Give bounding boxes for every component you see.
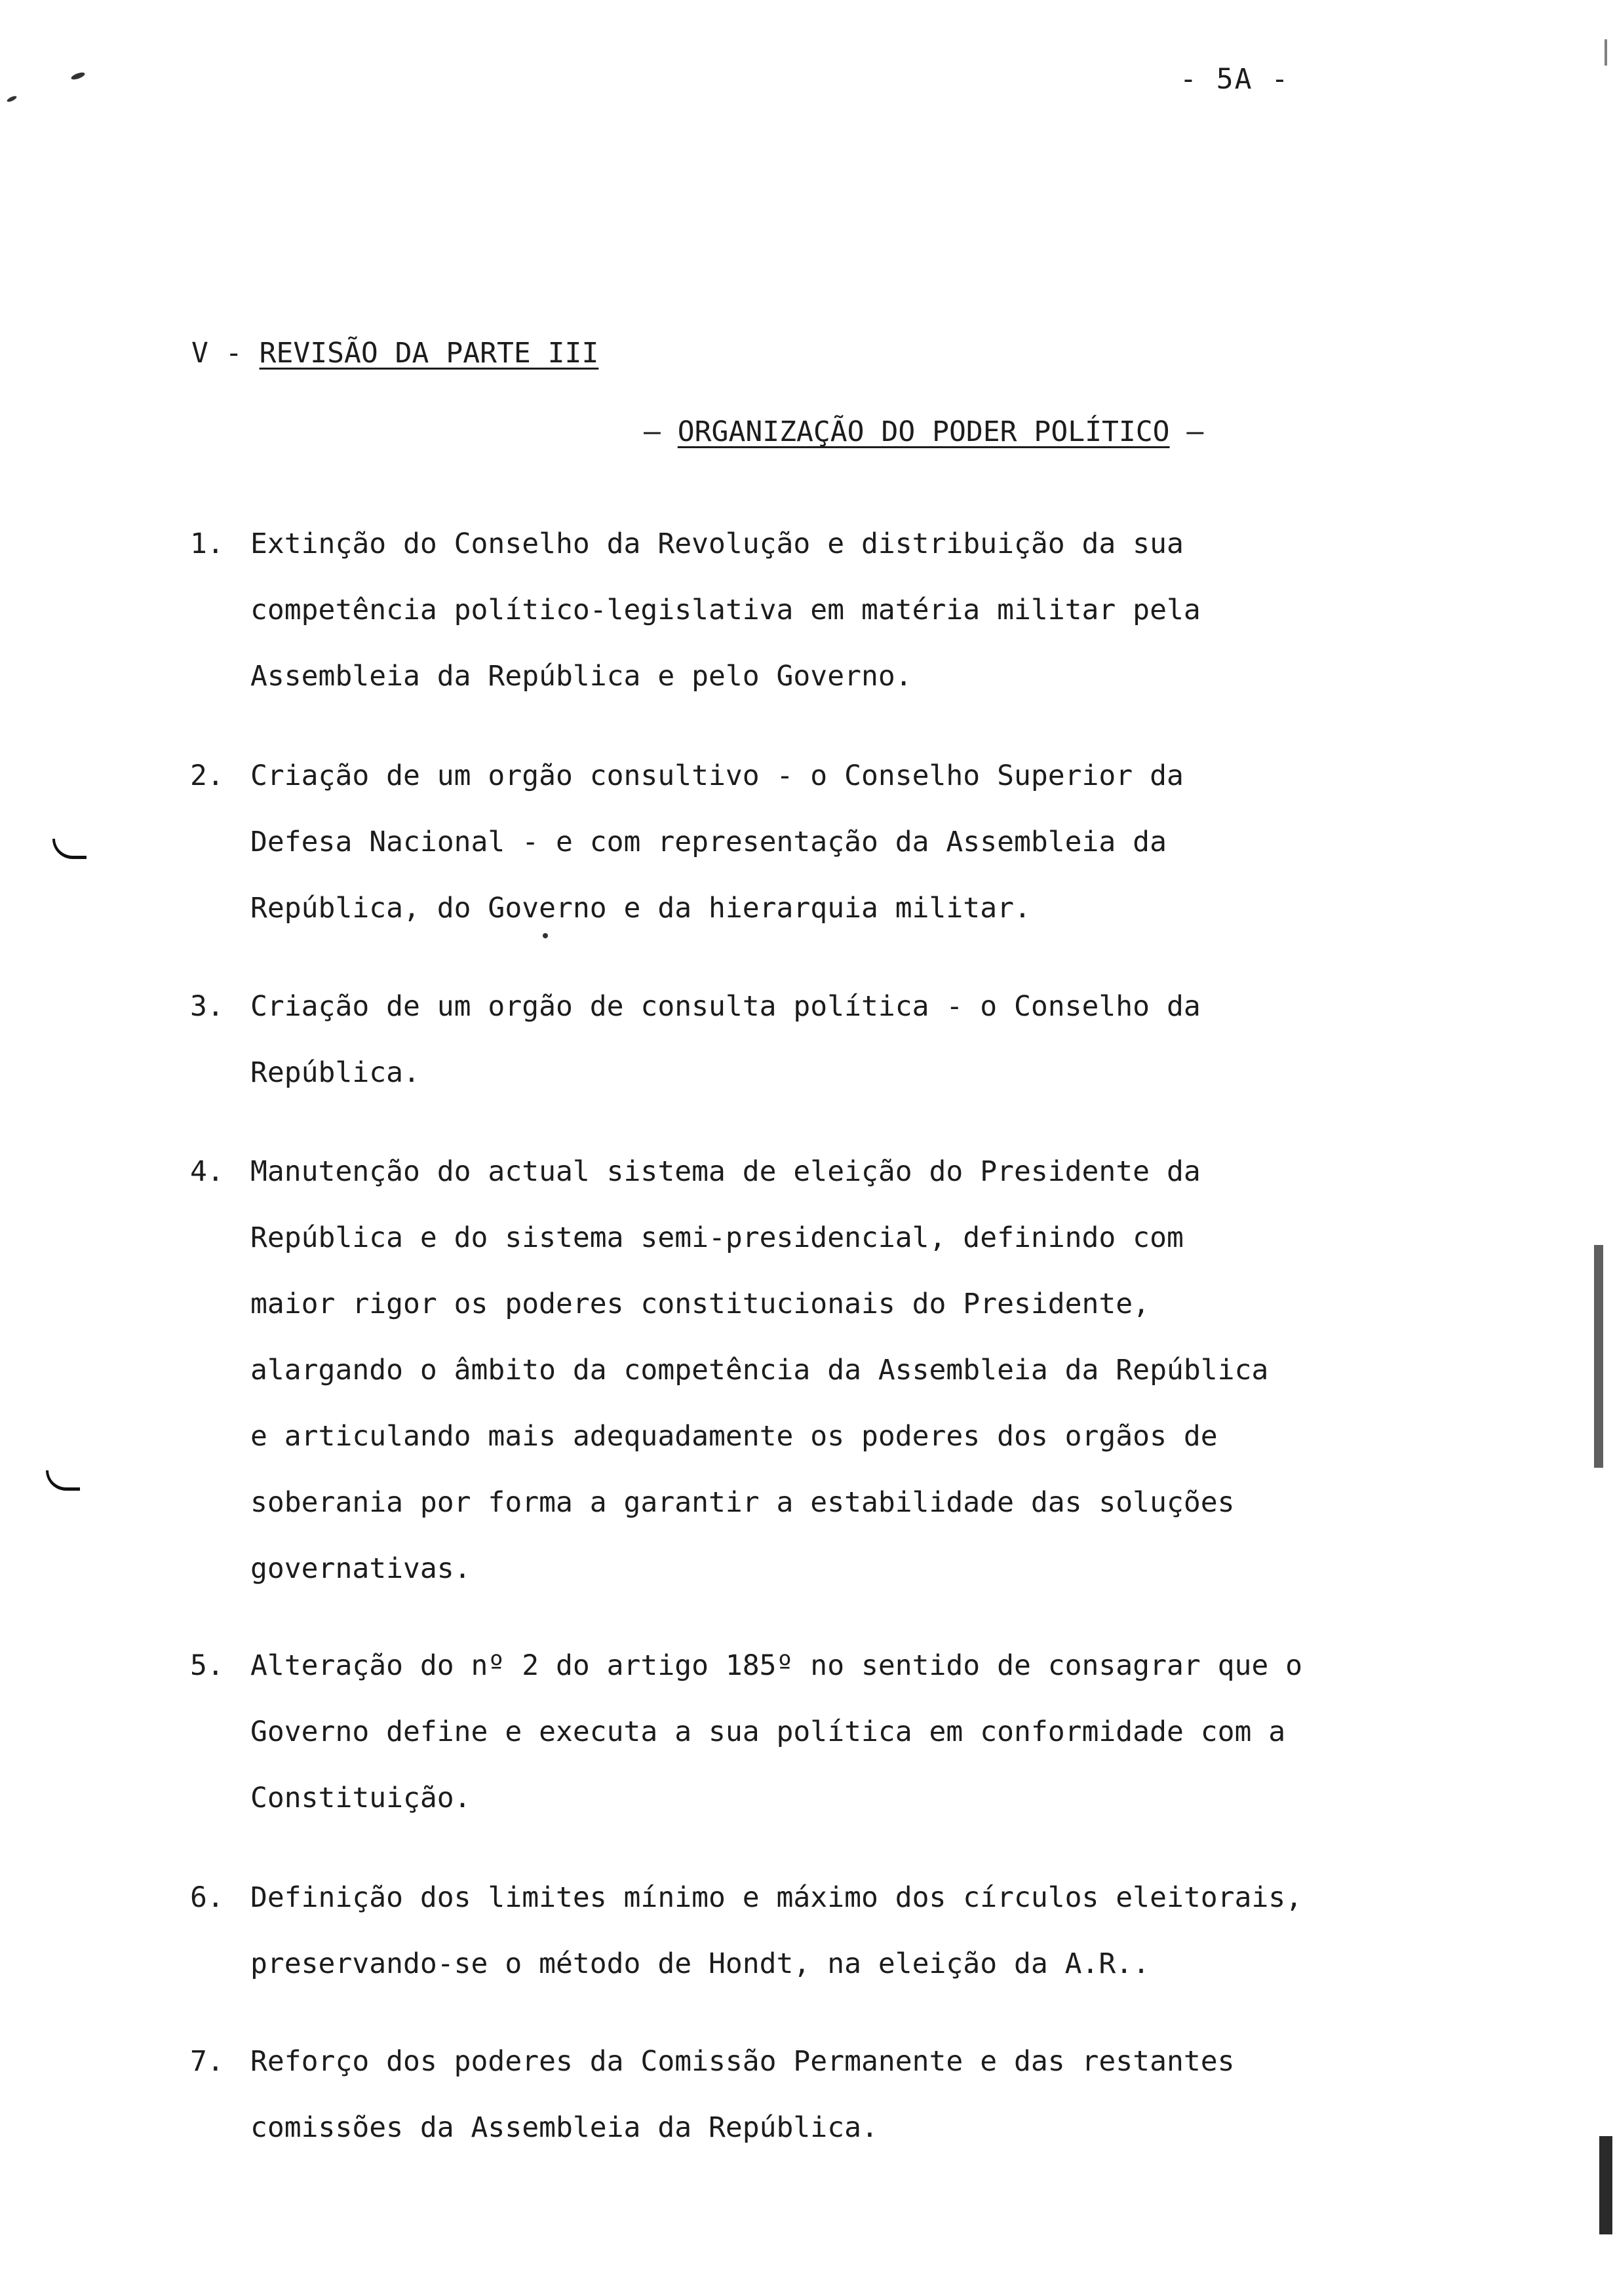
- item-text: Criação de um orgão de consulta política - o Conselho da República.: [250, 990, 1201, 1089]
- subtitle-text: ORGANIZAÇÃO DO PODER POLÍTICO: [677, 415, 1170, 448]
- subtitle-dash-right: –: [1169, 415, 1204, 448]
- margin-tick-mark: [46, 1470, 80, 1491]
- scan-edge-artifact: [1594, 1245, 1603, 1468]
- item-text: Extinção do Conselho da Revolução e distribuição da sua competência político-legislativa em matéria militar pela Assembleia da República e pelo Governo.: [250, 527, 1201, 693]
- subtitle-dash-left: –: [644, 415, 678, 448]
- item-text: Criação de um orgão consultivo - o Conselho Superior da Defesa Nacional - e com representação da Assembleia da República, do Governo e da hierarquia militar.: [250, 759, 1184, 925]
- item-number: 2.: [190, 759, 224, 792]
- item-number: 1.: [190, 527, 224, 560]
- section-prefix: V -: [191, 337, 260, 370]
- scan-edge-artifact: [1605, 39, 1607, 66]
- item-number: 6.: [190, 1881, 224, 1914]
- margin-tick-mark: [52, 839, 87, 859]
- item-text: Manutenção do actual sistema de eleição do Presidente da República e do sistema semi-presidencial, definindo com maior rigor os poderes constitucionais do Presidente, alargando o âmbito da competência da Assembleia da República e articulando mais adequadamente os poderes dos orgãos de soberania por forma a garantir a estabilidade das soluções governativas.: [250, 1155, 1269, 1585]
- item-number: 3.: [190, 990, 224, 1023]
- item-text: Definição dos limites mínimo e máximo dos círculos eleitorais, preservando-se o método de Hondt, na eleição da A.R..: [250, 1881, 1303, 1980]
- section-heading: [191, 337, 598, 370]
- section-title: REVISÃO DA PARTE III: [259, 337, 599, 370]
- scan-speck: [70, 71, 85, 81]
- item-number: 7.: [190, 2045, 224, 2078]
- item-text: Alteração do nº 2 do artigo 185º no sentido de consagrar que o Governo define e executa a sua política em conformidade com a Constituição.: [250, 1649, 1303, 1814]
- item-number: 4.: [190, 1155, 224, 1188]
- item-number: 5.: [190, 1649, 224, 1682]
- scan-edge-artifact: [1599, 2136, 1612, 2234]
- item-text: Reforço dos poderes da Comissão Permanente e das restantes comissões da Assembleia da República.: [250, 2045, 1235, 2144]
- page-number: - 5A -: [1180, 63, 1290, 96]
- section-subtitle: [644, 415, 1203, 448]
- scan-speck: [543, 933, 548, 938]
- scan-speck: [6, 95, 17, 103]
